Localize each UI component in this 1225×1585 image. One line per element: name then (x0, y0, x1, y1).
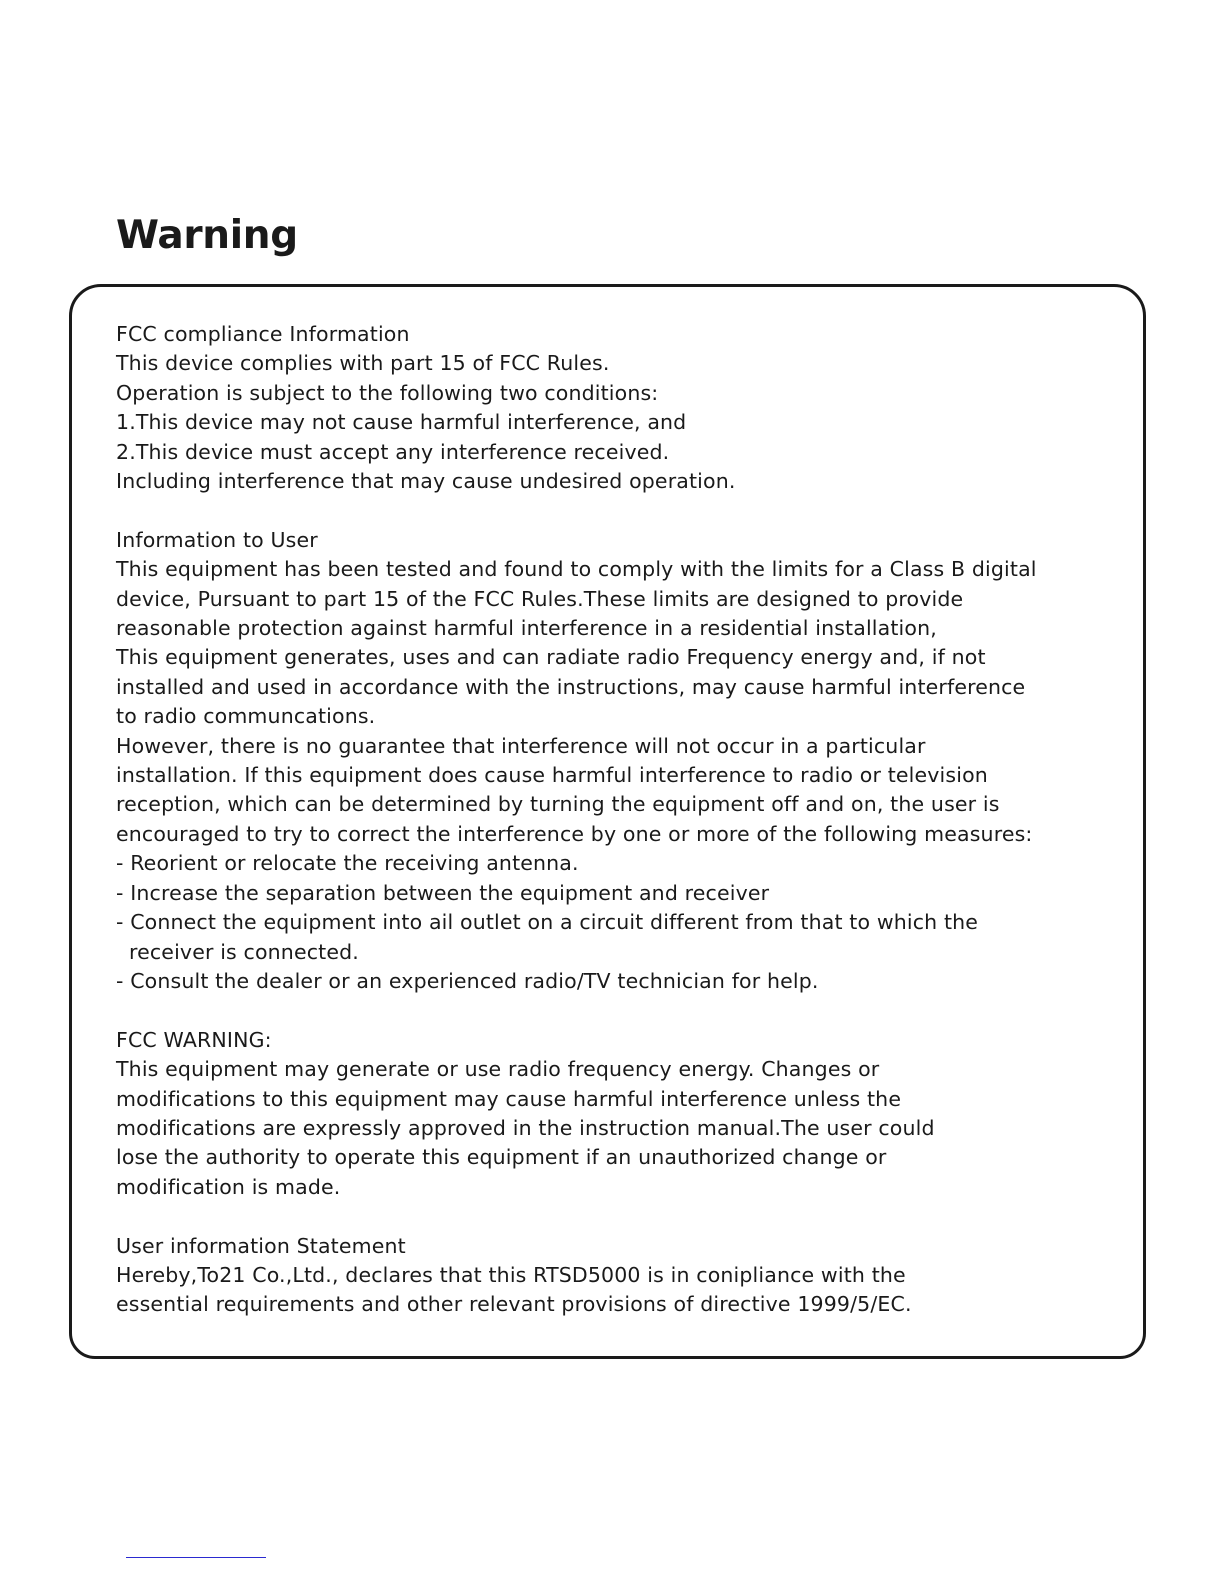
section-heading: FCC WARNING: (116, 1027, 272, 1052)
paragraph-line: reasonable protection against harmful interference in a residential installation, (116, 616, 937, 641)
measure-item: - Connect the equipment into ail outlet on a circuit different from that to which the (116, 910, 979, 935)
paragraph-line: device, Pursuant to part 15 of the FCC Rules.These limits are designed to provide (116, 586, 964, 611)
paragraph-line: modifications to this equipment may cause harmful interference unless the (116, 1086, 902, 1111)
paragraph-line: lose the authority to operate this equipment if an unauthorized change or (116, 1145, 887, 1170)
condition-item: 1.This device may not cause harmful interference, and (116, 410, 687, 435)
paragraph-line: However, there is no guarantee that interference will not occur in a particular (116, 733, 926, 758)
section-heading: Information to User (116, 527, 318, 552)
section-fcc-compliance (116, 320, 1116, 496)
paragraph-line: installed and used in accordance with the instructions, may cause harmful interference (116, 674, 1026, 699)
measure-item: - Reorient or relocate the receiving antenna. (116, 851, 579, 876)
paragraph-line: This equipment may generate or use radio frequency energy. Changes or (116, 1057, 880, 1082)
paragraph-line: modifications are expressly approved in the instruction manual.The user could (116, 1115, 935, 1140)
paragraph-line: This equipment has been tested and found to comply with the limits for a Class B digital (116, 557, 1037, 582)
paragraph-line: This equipment generates, uses and can radiate radio Frequency energy and, if not (116, 645, 986, 670)
section-user-information-statement (116, 1232, 1116, 1320)
measure-item-continuation: receiver is connected. (129, 939, 359, 964)
section-fcc-warning (116, 1026, 1116, 1202)
warning-content (116, 320, 1116, 1320)
paragraph-line: modification is made. (116, 1174, 341, 1199)
paragraph-line: encouraged to try to correct the interference by one or more of the following measures: (116, 821, 1033, 846)
paragraph-line: Hereby,To21 Co.,Ltd., declares that this RTSD5000 is in conipliance with the (116, 1262, 906, 1287)
paragraph-line: essential requirements and other relevant provisions of directive 1999/5/EC. (116, 1292, 912, 1317)
section-information-to-user (116, 526, 1116, 997)
measure-item: - Consult the dealer or an experienced radio/TV technician for help. (116, 968, 819, 993)
paragraph-line: installation. If this equipment does cause harmful interference to radio or television (116, 763, 988, 788)
footer-divider (126, 1557, 266, 1558)
measure-item: - Increase the separation between the equipment and receiver (116, 880, 770, 905)
condition-item: 2.This device must accept any interference received. (116, 439, 670, 464)
paragraph-line: Operation is subject to the following two conditions: (116, 380, 659, 405)
section-heading: FCC compliance Information (116, 322, 410, 346)
page-title: Warning (116, 213, 298, 258)
paragraph-line: This device complies with part 15 of FCC Rules. (116, 351, 610, 376)
paragraph-line: to radio communcations. (116, 704, 376, 729)
paragraph-line: Including interference that may cause undesired operation. (116, 469, 736, 494)
section-heading: User information Statement (116, 1233, 406, 1258)
paragraph-line: reception, which can be determined by turning the equipment off and on, the user is (116, 792, 1000, 817)
